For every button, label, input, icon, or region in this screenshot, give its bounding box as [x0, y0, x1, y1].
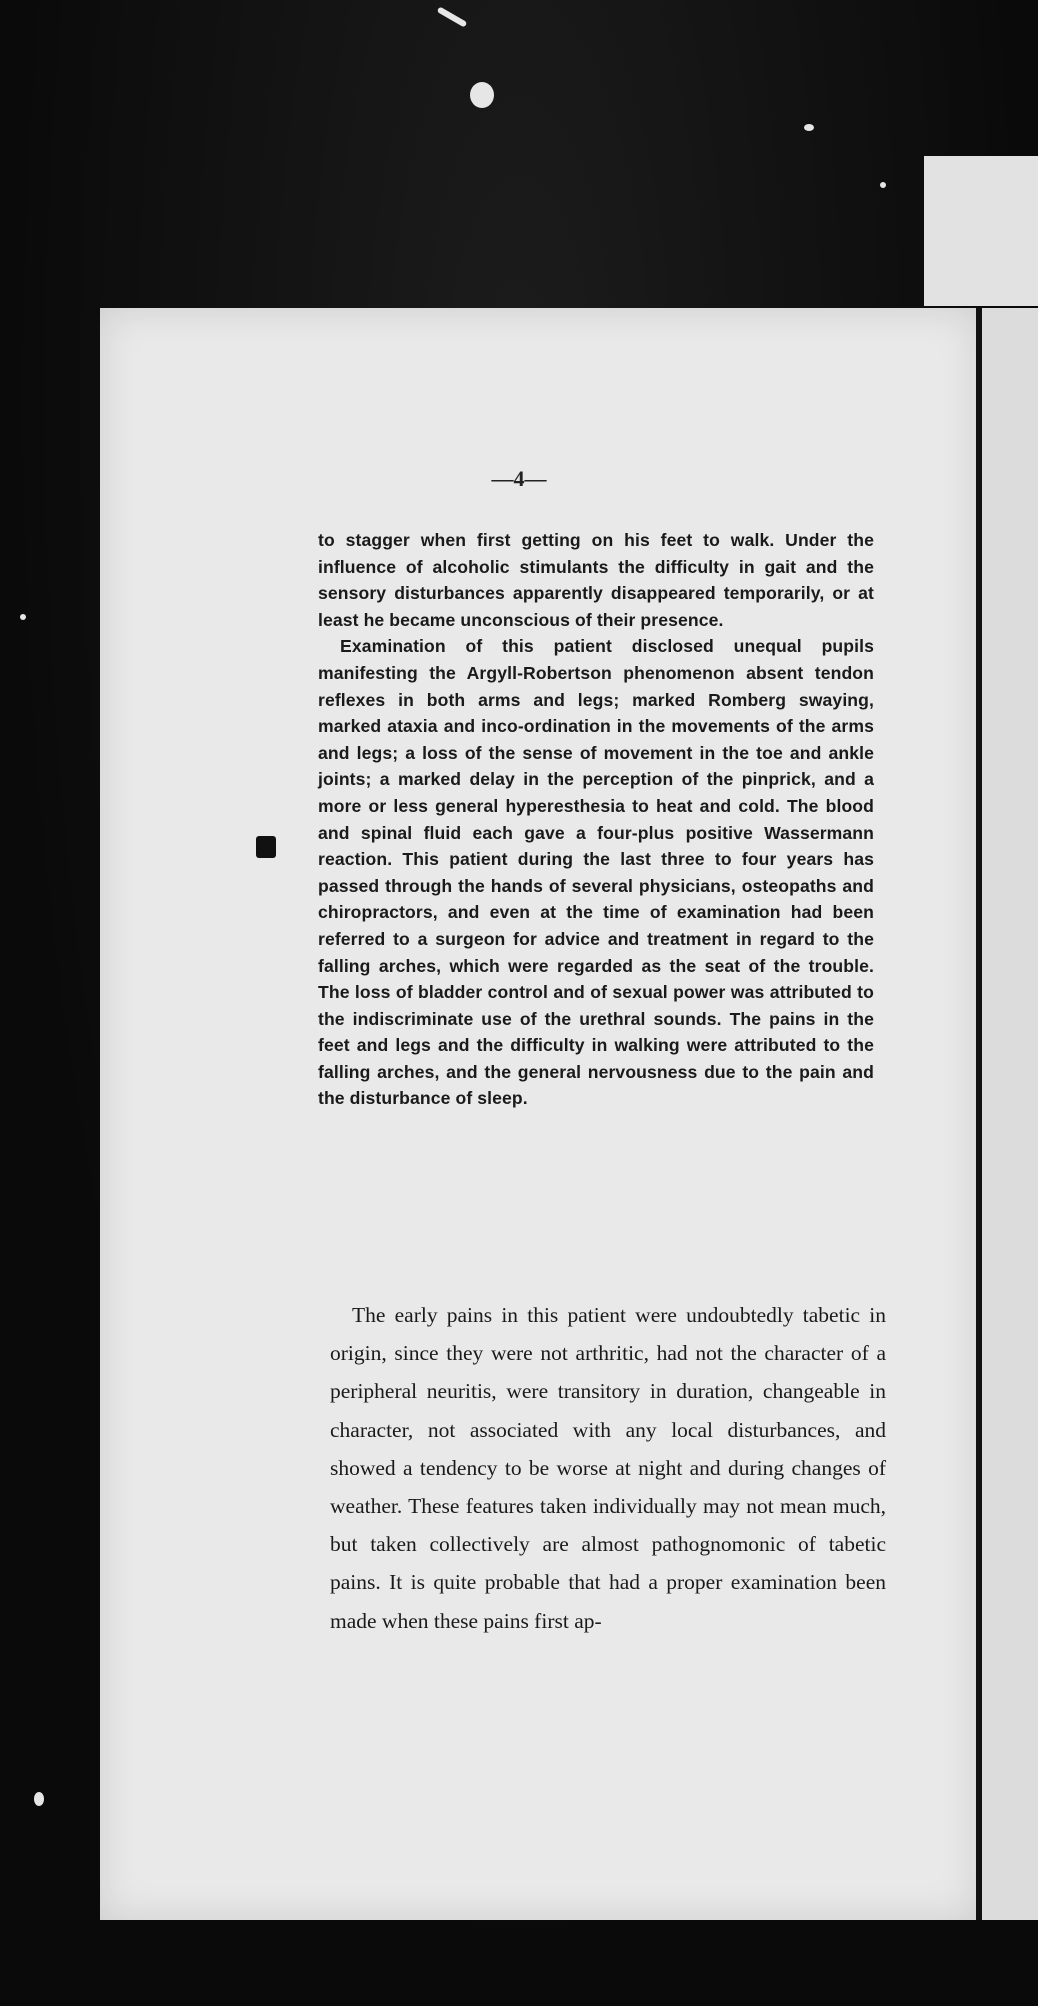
dust-speck [470, 82, 494, 108]
adjacent-page-corner [924, 156, 1038, 306]
dust-speck [880, 182, 886, 188]
page-number: —4— [491, 466, 547, 491]
dust-speck [804, 124, 814, 131]
adjacent-page-strip [982, 308, 1038, 1920]
margin-ink-mark [256, 836, 276, 858]
dust-speck [20, 614, 26, 620]
paragraph: to stagger when first getting on his feet to walk. Under the influence of alcoholic stimulants the difficulty in gait and the sensory disturbances apparently disappeared temporarily, or at least he became unconscious of their presence. [318, 530, 874, 630]
paragraph: Examination of this patient disclosed unequal pupils manifesting the Argyll-Robertson phenomenon absent tendon reflexes in both arms and legs; marked Romberg swaying, marked ataxia and inco-ordination in the movements of the arms and legs; a loss of the sense of movement in the toe and ankle joints; a marked delay in the perception of the pinprick, and a more or less general hyperesthesia to heat and cold. The blood and spinal fluid each gave a four-plus positive Wassermann reaction. This patient during the last three to four years has passed through the hands of several physicians, osteopaths and chiropractors, and even at the time of examination had been referred to a surgeon for advice and treatment in regard to the falling arches, which were regarded as the seat of the trouble. The loss of bladder control and of sexual power was attributed to the indiscriminate use of the urethral sounds. The pains in the feet and legs and the difficulty in walking were attributed to the falling arches, and the general nervousness due to the pain and the disturbance of sleep. [318, 636, 874, 1109]
paragraph: The early pains in this patient were undoubtedly tabetic in origin, since they were not arthritic, had not the character of a peripheral neuritis, were transitory in duration, changeable in character, not associated with any local disturbances, and showed a tendency to be worse at night and during changes of weather. These features taken individually may not mean much, but taken collectively are almost pathognomonic of tabetic pains. It is quite probable that had a proper examination been made when these pains first ap- [330, 1303, 886, 1633]
bold-text-block [318, 527, 874, 1112]
serif-text-block [330, 1296, 886, 1640]
dust-speck [34, 1792, 44, 1806]
